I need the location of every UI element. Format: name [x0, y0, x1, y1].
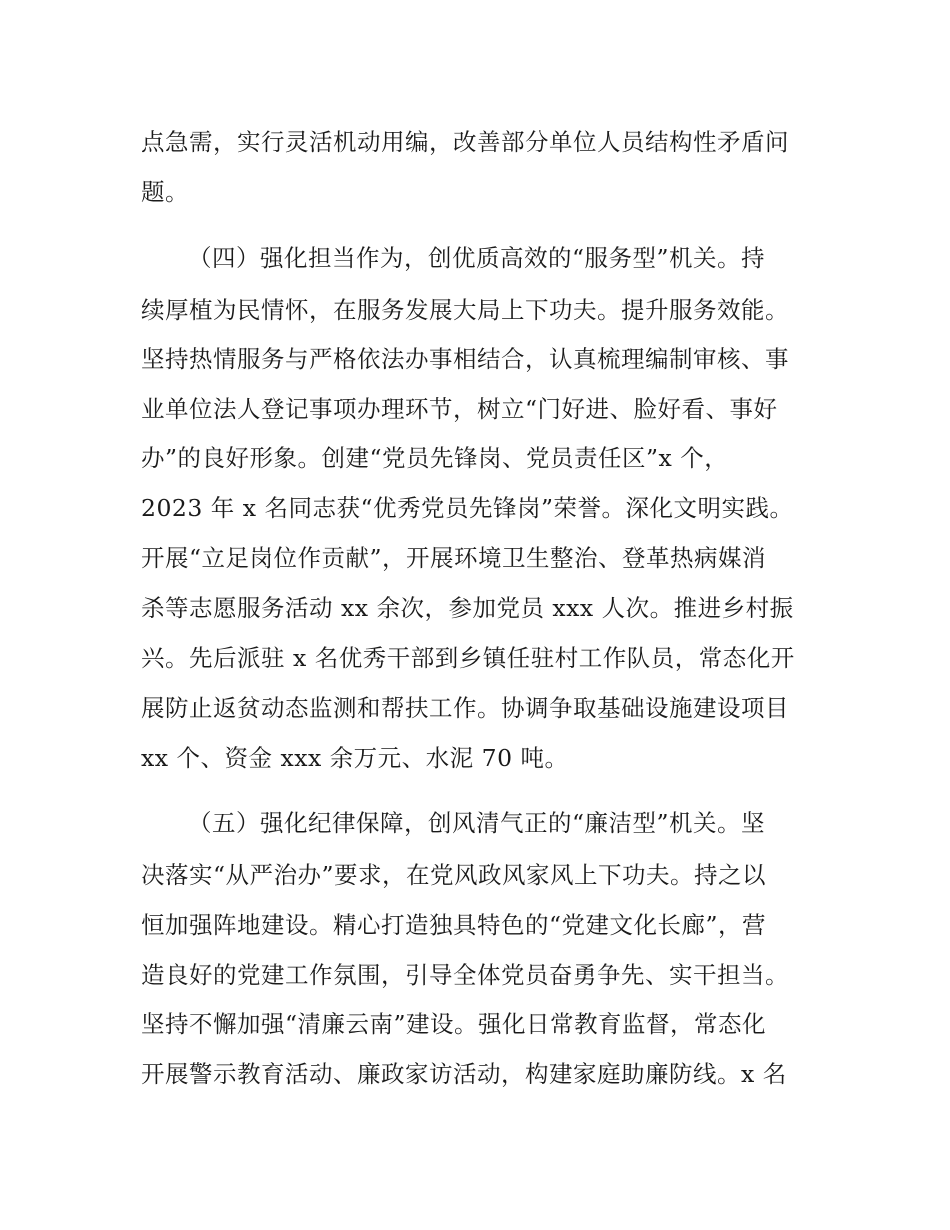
- text-line-5: 坚持热情服务与严格依法办事相结合，认真梳理编制审核、事: [141, 345, 789, 373]
- text-line-13: xx 个、资金 xxx 余万元、水泥 70 吨。: [141, 744, 569, 772]
- text-line-15: 决落实“从严治办”要求，在党风政风家风上下功夫。持之以: [141, 861, 767, 889]
- text-line-6: 业单位法人登记事项办理环节，树立“门好进、脸好看、事好: [141, 395, 778, 423]
- text-line-2: 题。: [141, 178, 189, 206]
- text-line-19: 开展警示教育活动、廉政家访活动，构建家庭助廉防线。x 名: [141, 1060, 787, 1088]
- text-line-16: 恒加强阵地建设。精心打造独具特色的“党建文化长廊”，营: [141, 911, 767, 939]
- text-line-17: 造良好的党建工作氛围，引导全体党员奋勇争先、实干担当。: [141, 961, 789, 989]
- paragraph-5-heading-line: （五）强化纪律保障，创风清气正的“廉洁型”机关。坚: [188, 809, 766, 837]
- text-line-11: 兴。先后派驻 x 名优秀干部到乡镇任驻村工作队员，常态化开: [141, 644, 795, 672]
- text-line-12: 展防止返贫动态监测和帮扶工作。协调争取基础设施建设项目: [141, 694, 789, 722]
- text-line-4: 续厚植为民情怀，在服务发展大局上下功夫。提升服务效能。: [141, 296, 789, 324]
- paragraph-4-heading-line: （四）强化担当作为，创优质高效的“服务型”机关。持: [188, 244, 766, 272]
- text-line-7: 办”的良好形象。创建“党员先锋岗、党员责任区”x 个，: [141, 444, 729, 472]
- text-line-9: 开展“立足岗位作贡献”，开展环境卫生整治、登革热病媒消: [141, 544, 767, 572]
- text-line-10: 杀等志愿服务活动 xx 余次，参加党员 xxx 人次。推进乡村振: [141, 594, 794, 622]
- text-line-8: 2023 年 x 名同志获“优秀党员先锋岗”荣誉。深化文明实践。: [141, 494, 794, 522]
- text-line-1: 点急需，实行灵活机动用编，改善部分单位人员结构性矛盾问: [141, 128, 789, 156]
- text-line-18: 坚持不懈加强“清廉云南”建设。强化日常教育监督，常态化: [141, 1010, 767, 1038]
